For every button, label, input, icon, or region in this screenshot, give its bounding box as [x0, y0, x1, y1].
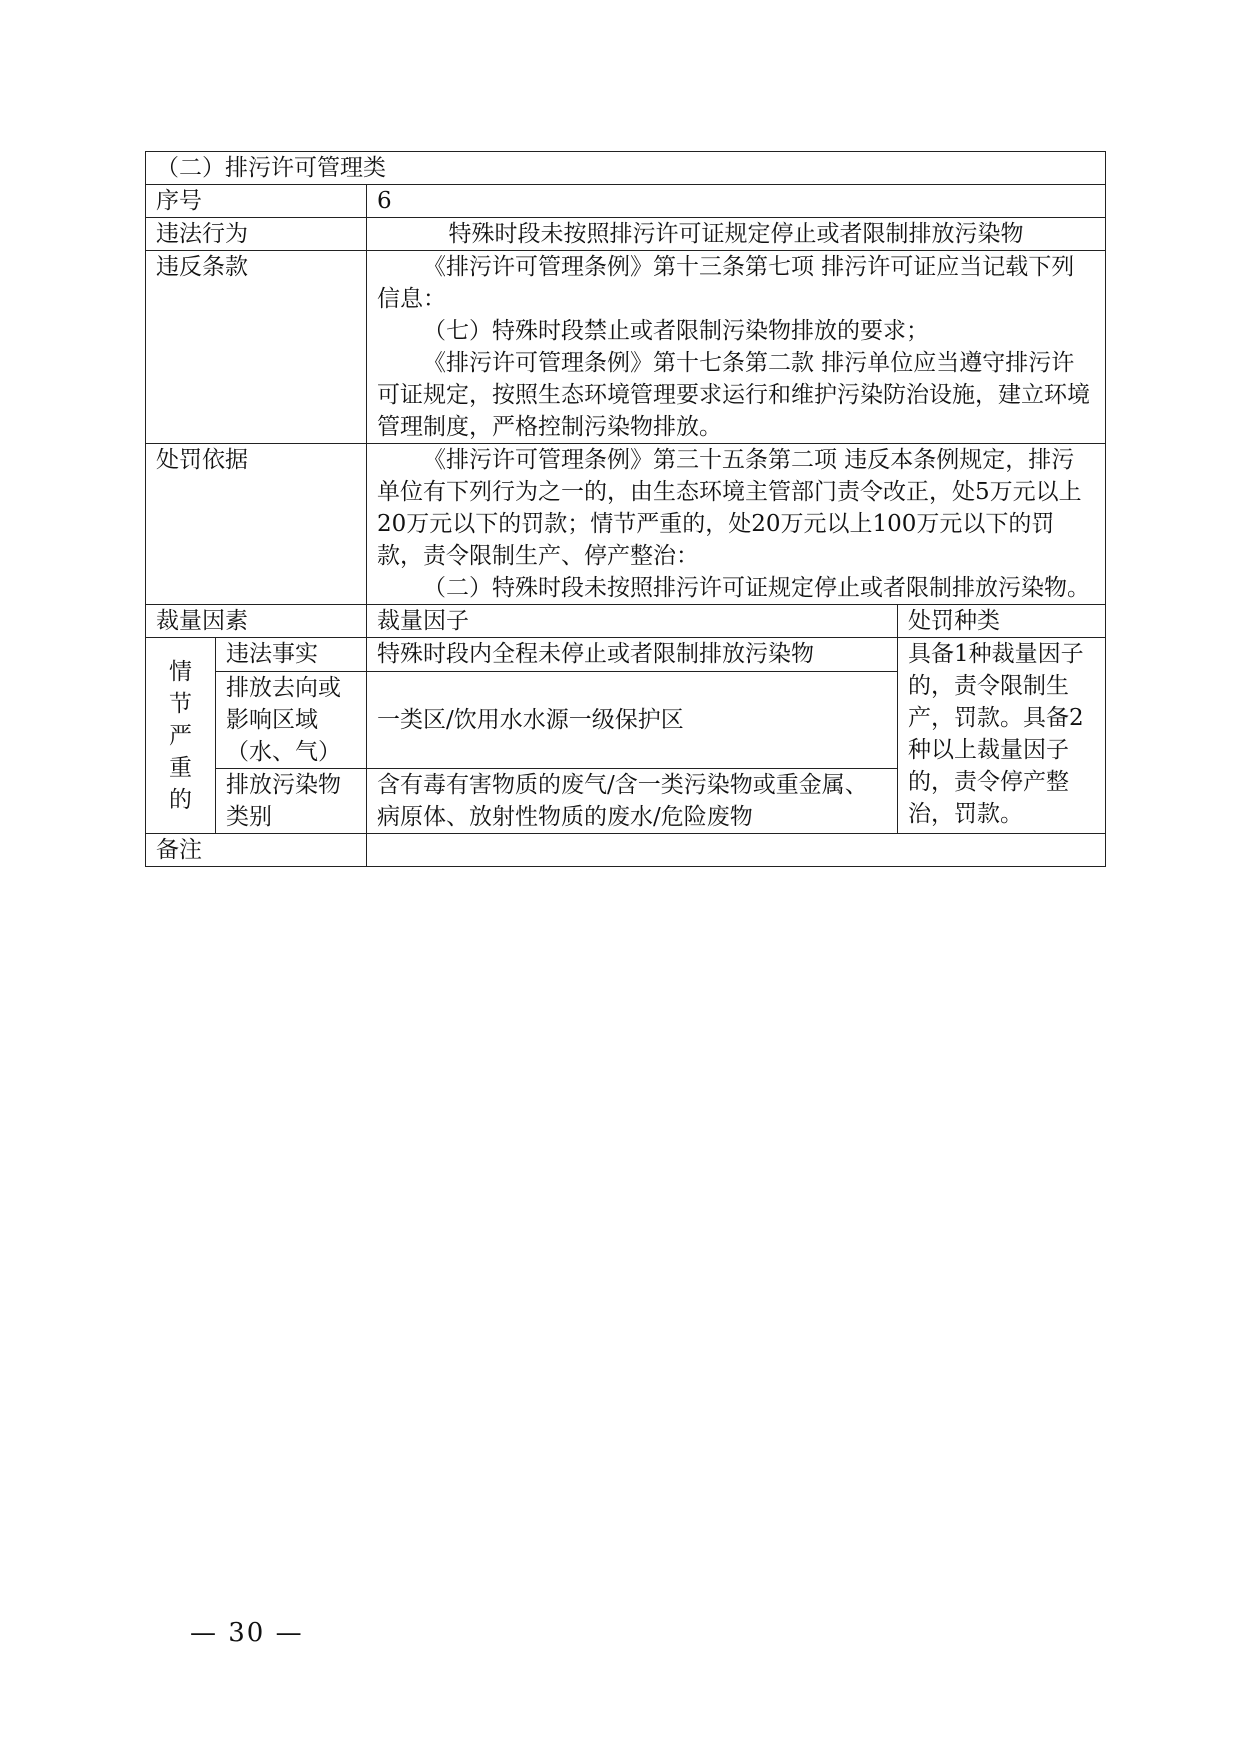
serial-label: 序号	[146, 185, 367, 218]
provisions-text	[367, 251, 1106, 444]
discretion-penalty-header: 处罚种类	[898, 605, 1106, 638]
factor-label: 违法事实	[216, 638, 367, 672]
penalty-basis-row	[146, 444, 1106, 605]
group-char: 重	[169, 754, 192, 781]
violation-row	[146, 218, 1106, 251]
penalty-kind-text: 具备1种裁量因子的，责令限制生产，罚款。具备2种以上裁量因子的，责令停产整治，罚款。	[898, 638, 1106, 834]
provisions-label: 违反条款	[146, 251, 367, 444]
provisions-row	[146, 251, 1106, 444]
discretion-factor-label: 裁量因素	[146, 605, 367, 638]
discretion-header-row	[146, 605, 1106, 638]
remarks-row	[146, 834, 1106, 867]
penalty-basis-paragraph: （二）特殊时段未按照排污许可证规定停止或者限制排放污染物。	[423, 575, 1090, 601]
factor-value: 含有毒有害物质的废气/含一类污染物或重金属、病原体、放射性物质的废水/危险废物	[367, 769, 898, 834]
violation-value: 特殊时段未按照排污许可证规定停止或者限制排放污染物	[367, 218, 1106, 251]
violation-label: 违法行为	[146, 218, 367, 251]
remarks-value	[367, 834, 1106, 867]
group-char: 严	[169, 722, 192, 749]
section-title: （二）排污许可管理类	[146, 152, 1106, 185]
penalty-basis-label: 处罚依据	[146, 444, 367, 605]
serial-row	[146, 185, 1106, 218]
serial-value: 6	[367, 185, 1106, 218]
factor-value: 特殊时段内全程未停止或者限制排放污染物	[367, 638, 898, 672]
provision-paragraph: 《排污许可管理条例》第十七条第二款 排污单位应当遵守排污许可证规定，按照生态环境管理要求运行和维护污染防治设施，建立环境管理制度，严格控制污染物排放。	[377, 350, 1090, 440]
group-char: 的	[169, 786, 192, 813]
factor-value: 一类区/饮用水水源一级保护区	[367, 672, 898, 769]
provision-paragraph: 《排污许可管理条例》第十三条第七项 排污许可证应当记载下列信息：	[377, 254, 1075, 312]
penalty-table	[145, 151, 1106, 867]
penalty-basis-paragraph: 《排污许可管理条例》第三十五条第二项 违反本条例规定，排污单位有下列行为之一的，由生态环境主管部门责令改正，处5万元以上20万元以下的罚款；情节严重的，处20万元以上100万元以下的罚款，责令限制生产、停产整治：	[377, 447, 1082, 569]
factor-label: 排放去向或影响区域（水、气）	[216, 672, 367, 769]
factor-label: 排放污染物类别	[216, 769, 367, 834]
group-char: 情	[169, 658, 192, 685]
discretion-item-row	[146, 638, 1106, 672]
penalty-basis-text	[367, 444, 1106, 605]
discretion-factor-header: 裁量因子	[367, 605, 898, 638]
group-char: 节	[169, 690, 192, 717]
remarks-label: 备注	[146, 834, 367, 867]
section-title-row	[146, 152, 1106, 185]
page-number: — 30 —	[190, 1618, 304, 1648]
provision-paragraph: （七）特殊时段禁止或者限制污染物排放的要求；	[423, 318, 929, 344]
severity-group-label	[146, 638, 216, 834]
